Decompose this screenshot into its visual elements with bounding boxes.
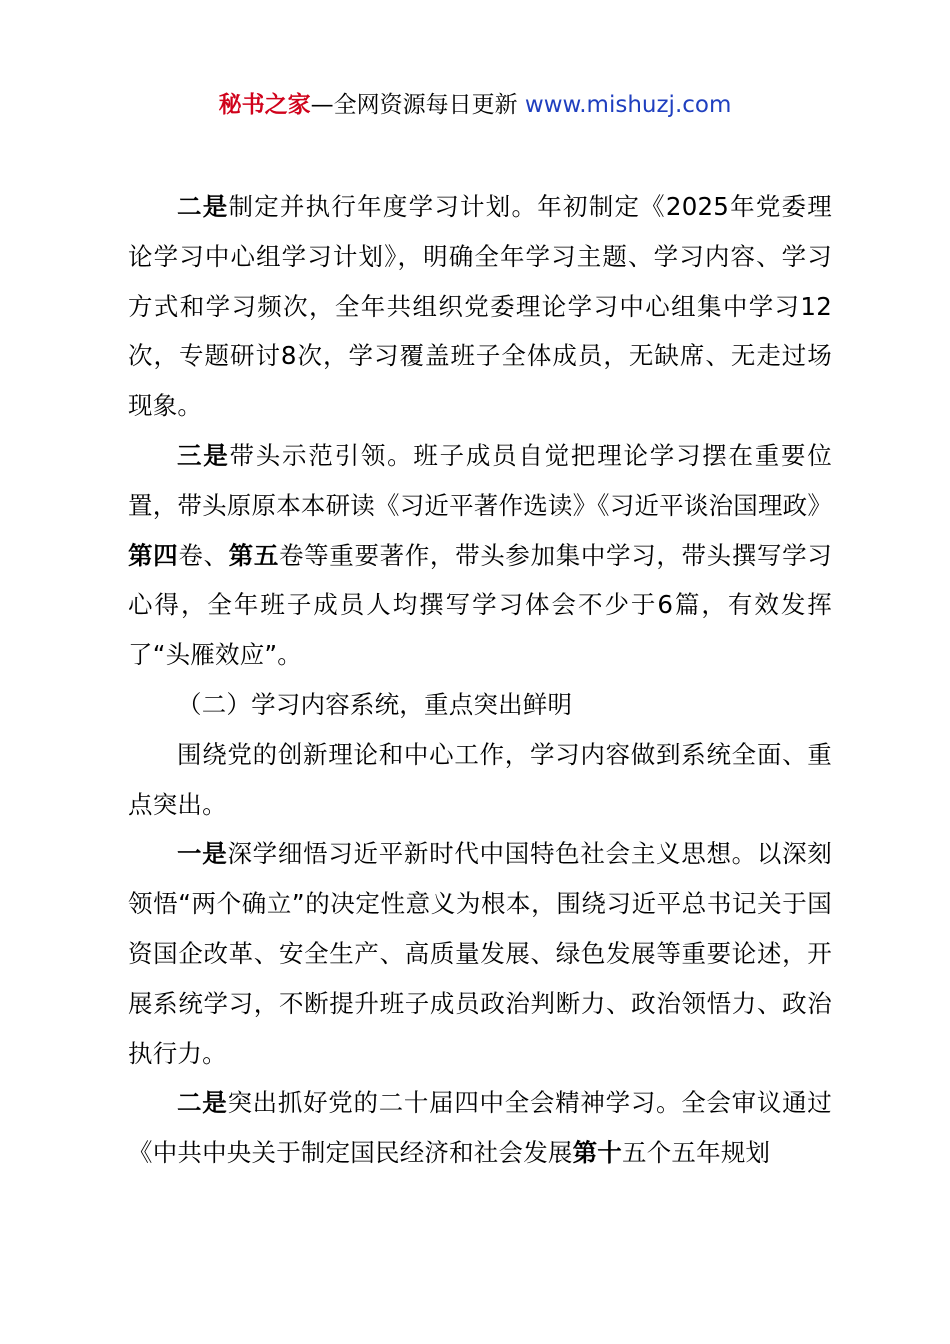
site-url-link[interactable]: www.mishuzj.com: [524, 92, 732, 118]
bold-volume-four: 第四: [128, 540, 179, 570]
section-heading: （二）学习内容系统，重点突出鲜明: [177, 689, 573, 719]
paragraph-text: 深学细悟习近平新时代中国特色社会主义思想。以深刻领悟“两个确立”的决定性意义为根本，围绕习近平总书记关于国资国企改革、安全生产、高质量发展、绿色发展等重要论述，开展系统学习，不断提升班子成员政治判断力、政治领悟力、政治执行力。: [128, 839, 832, 1068]
paragraph-three-lead-by-example: [128, 431, 832, 680]
paragraph-text: 卷、: [178, 540, 229, 570]
bold-fifteenth: 第十: [572, 1138, 623, 1168]
paragraph-text: 带头示范引领。班子成员自觉把理论学习摆在重要位置，带头原原本本研读《习近平著作选读》《习近平谈治国理政》: [128, 440, 833, 520]
header-tagline: —全网资源每日更新: [310, 92, 525, 118]
paragraph-lead: 一是: [177, 839, 228, 869]
paragraph-two-study-plan: [128, 182, 832, 431]
document-body: [128, 182, 832, 1178]
paragraph-lead: 三是: [177, 440, 230, 470]
paragraph-text: 制定并执行年度学习计划。年初制定《2025年党委理论学习中心组学习计划》，明确全年学习主题、学习内容、学习方式和学习频次，全年共组织党委理论学习中心组集中学习12次，专题研讨8次，学习覆盖班子全体成员，无缺席、无走过场现象。: [128, 192, 832, 421]
paragraph-lead: 二是: [177, 192, 229, 221]
paragraph-lead: 二是: [177, 1088, 228, 1118]
paragraph-text: 卷等重要著作，带头参加集中学习，带头撰写学习心得，全年班子成员人均撰写学习体会不少于6篇，有效发挥了“头雁效应”。: [128, 540, 833, 670]
paragraph-one-thought-study: [128, 829, 832, 1078]
bold-volume-five: 第五: [228, 540, 279, 570]
page-header: [0, 88, 950, 122]
paragraph-text: 五个五年规划: [622, 1138, 771, 1168]
brand-name: 秘书之家: [218, 92, 311, 118]
paragraph-two-plenum-study: [128, 1078, 832, 1178]
paragraph-text: 突出抓好党的二十届四中全会精神学习。全会审议通过《中共中央关于制定国民经济和社会发展: [128, 1088, 832, 1168]
paragraph-intro: 围绕党的创新理论和中心工作，学习内容做到系统全面、重点突出。: [128, 739, 832, 819]
